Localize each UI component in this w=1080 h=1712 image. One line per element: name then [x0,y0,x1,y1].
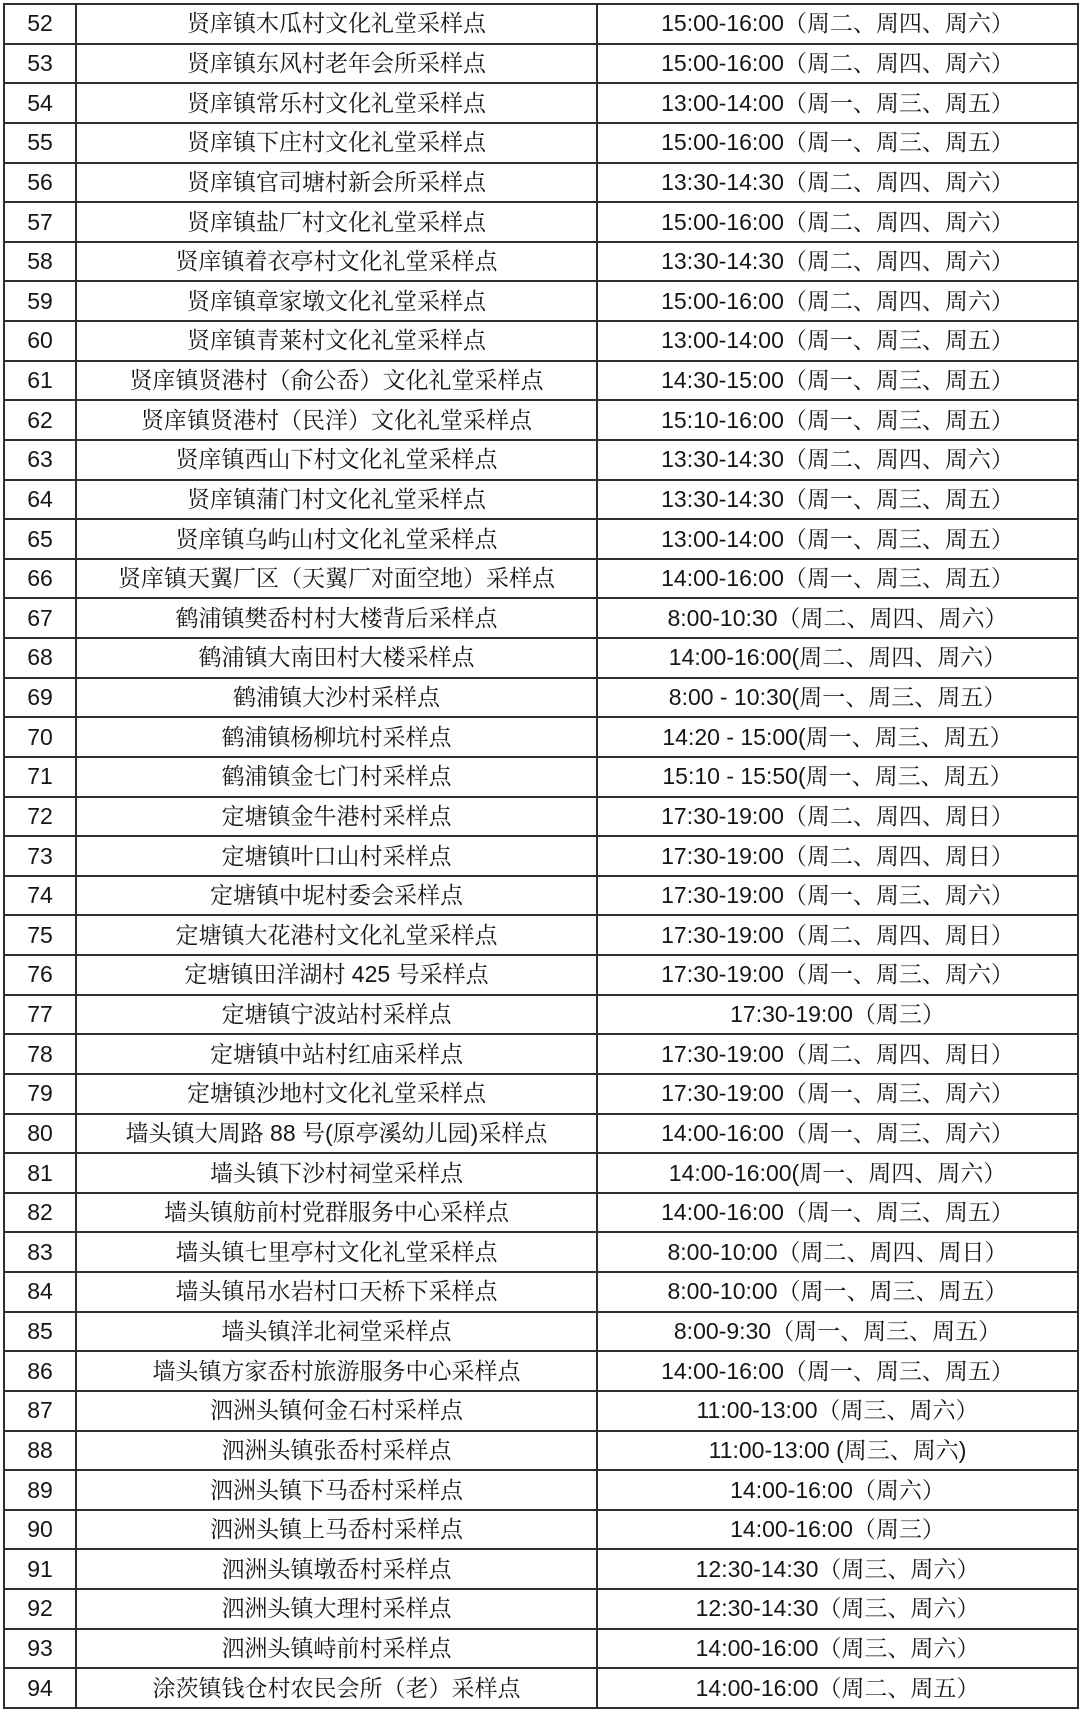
site-name-cell: 贤庠镇贤港村（俞公岙）文化礼堂采样点 [76,361,597,401]
time-schedule-cell: 14:00-16:00（周六） [597,1470,1078,1510]
time-schedule-cell: 17:30-19:00（周一、周三、周六） [597,876,1078,916]
table-row [4,1312,1078,1352]
table-row [4,1153,1078,1193]
time-schedule-cell: 17:30-19:00（周二、周四、周日） [597,915,1078,955]
table-row [4,1510,1078,1550]
table-row [4,559,1078,599]
site-name-cell: 贤庠镇蒲门村文化礼堂采样点 [76,480,597,520]
site-name-cell: 贤庠镇章家墩文化礼堂采样点 [76,281,597,321]
row-number-cell: 56 [4,163,76,203]
table-row [4,1193,1078,1233]
time-schedule-cell: 8:00 - 10:30(周一、周三、周五） [597,678,1078,718]
table-row [4,281,1078,321]
row-number-cell: 76 [4,955,76,995]
time-schedule-cell: 14:00-16:00(周一、周四、周六） [597,1153,1078,1193]
time-schedule-cell: 17:30-19:00（周二、周四、周日） [597,797,1078,837]
table-row [4,123,1078,163]
row-number-cell: 54 [4,83,76,123]
site-name-cell: 鹤浦镇大南田村大楼采样点 [76,638,597,678]
site-name-cell: 定塘镇宁波站村采样点 [76,995,597,1035]
site-name-cell: 鹤浦镇大沙村采样点 [76,678,597,718]
table-row [4,440,1078,480]
time-schedule-cell: 13:00-14:00（周一、周三、周五） [597,321,1078,361]
site-name-cell: 泗洲头镇张岙村采样点 [76,1431,597,1471]
table-row [4,1114,1078,1154]
site-name-cell: 墙头镇下沙村祠堂采样点 [76,1153,597,1193]
row-number-cell: 90 [4,1510,76,1550]
row-number-cell: 85 [4,1312,76,1352]
site-name-cell: 定塘镇叶口山村采样点 [76,836,597,876]
time-schedule-cell: 13:30-14:30（周二、周四、周六） [597,440,1078,480]
table-row [4,1431,1078,1471]
time-schedule-cell: 8:00-10:00（周一、周三、周五） [597,1272,1078,1312]
row-number-cell: 88 [4,1431,76,1471]
time-schedule-cell: 14:00-16:00（周一、周三、周五） [597,1351,1078,1391]
table-row [4,1549,1078,1589]
time-schedule-cell: 14:20 - 15:00(周一、周三、周五） [597,717,1078,757]
row-number-cell: 78 [4,1034,76,1074]
site-name-cell: 墙头镇大周路 88 号(原亭溪幼儿园)采样点 [76,1114,597,1154]
table-row [4,519,1078,559]
site-name-cell: 贤庠镇乌屿山村文化礼堂采样点 [76,519,597,559]
row-number-cell: 73 [4,836,76,876]
row-number-cell: 66 [4,559,76,599]
row-number-cell: 77 [4,995,76,1035]
table-row [4,1034,1078,1074]
row-number-cell: 68 [4,638,76,678]
row-number-cell: 81 [4,1153,76,1193]
site-name-cell: 贤庠镇天翼厂区（天翼厂对面空地）采样点 [76,559,597,599]
table-row [4,1272,1078,1312]
time-schedule-cell: 13:00-14:00（周一、周三、周五） [597,83,1078,123]
time-schedule-cell: 15:10 - 15:50(周一、周三、周五） [597,757,1078,797]
row-number-cell: 83 [4,1232,76,1272]
row-number-cell: 89 [4,1470,76,1510]
row-number-cell: 71 [4,757,76,797]
time-schedule-cell: 14:00-16:00（周三） [597,1510,1078,1550]
table-row [4,915,1078,955]
time-schedule-cell: 14:00-16:00（周一、周三、周五） [597,1193,1078,1233]
time-schedule-cell: 15:00-16:00（周二、周四、周六） [597,281,1078,321]
site-name-cell: 墙头镇洋北祠堂采样点 [76,1312,597,1352]
site-name-cell: 墙头镇七里亭村文化礼堂采样点 [76,1232,597,1272]
table-row [4,1232,1078,1272]
site-name-cell: 贤庠镇盐厂村文化礼堂采样点 [76,202,597,242]
row-number-cell: 80 [4,1114,76,1154]
time-schedule-cell: 17:30-19:00（周二、周四、周日） [597,836,1078,876]
row-number-cell: 64 [4,480,76,520]
time-schedule-cell: 14:30-15:00（周一、周三、周五） [597,361,1078,401]
table-row [4,361,1078,401]
row-number-cell: 79 [4,1074,76,1114]
site-name-cell: 泗洲头镇上马岙村采样点 [76,1510,597,1550]
time-schedule-cell: 13:00-14:00（周一、周三、周五） [597,519,1078,559]
time-schedule-cell: 8:00-9:30（周一、周三、周五） [597,1312,1078,1352]
sampling-points-table-body [4,4,1078,1708]
table-row [4,83,1078,123]
time-schedule-cell: 13:30-14:30（周二、周四、周六） [597,163,1078,203]
site-name-cell: 定塘镇大花港村文化礼堂采样点 [76,915,597,955]
table-row [4,480,1078,520]
time-schedule-cell: 14:00-16:00（周一、周三、周六） [597,1114,1078,1154]
table-row [4,757,1078,797]
site-name-cell: 贤庠镇常乐村文化礼堂采样点 [76,83,597,123]
row-number-cell: 93 [4,1629,76,1669]
row-number-cell: 52 [4,4,76,44]
site-name-cell: 贤庠镇青莱村文化礼堂采样点 [76,321,597,361]
time-schedule-cell: 14:00-16:00(周二、周四、周六） [597,638,1078,678]
row-number-cell: 86 [4,1351,76,1391]
table-row [4,321,1078,361]
time-schedule-cell: 15:00-16:00（周二、周四、周六） [597,202,1078,242]
table-row [4,797,1078,837]
row-number-cell: 60 [4,321,76,361]
table-row [4,1629,1078,1669]
row-number-cell: 59 [4,281,76,321]
table-row [4,400,1078,440]
time-schedule-cell: 11:00-13:00（周三、周六） [597,1391,1078,1431]
site-name-cell: 贤庠镇着衣亭村文化礼堂采样点 [76,242,597,282]
site-name-cell: 贤庠镇官司塘村新会所采样点 [76,163,597,203]
time-schedule-cell: 17:30-19:00（周三） [597,995,1078,1035]
row-number-cell: 87 [4,1391,76,1431]
table-row [4,242,1078,282]
row-number-cell: 91 [4,1549,76,1589]
site-name-cell: 墙头镇吊水岩村口天桥下采样点 [76,1272,597,1312]
table-row [4,4,1078,44]
table-row [4,678,1078,718]
time-schedule-cell: 15:00-16:00（周一、周三、周五） [597,123,1078,163]
time-schedule-cell: 14:00-16:00（周一、周三、周五） [597,559,1078,599]
row-number-cell: 82 [4,1193,76,1233]
table-row [4,1074,1078,1114]
row-number-cell: 55 [4,123,76,163]
site-name-cell: 贤庠镇西山下村文化礼堂采样点 [76,440,597,480]
time-schedule-cell: 14:00-16:00（周二、周五） [597,1668,1078,1708]
time-schedule-cell: 14:00-16:00（周三、周六） [597,1629,1078,1669]
site-name-cell: 泗洲头镇何金石村采样点 [76,1391,597,1431]
site-name-cell: 墙头镇舫前村党群服务中心采样点 [76,1193,597,1233]
table-row [4,1470,1078,1510]
table-row [4,638,1078,678]
time-schedule-cell: 15:00-16:00（周二、周四、周六） [597,4,1078,44]
table-row [4,1351,1078,1391]
row-number-cell: 74 [4,876,76,916]
row-number-cell: 61 [4,361,76,401]
table-row [4,44,1078,84]
table-row [4,955,1078,995]
row-number-cell: 58 [4,242,76,282]
time-schedule-cell: 13:30-14:30（周二、周四、周六） [597,242,1078,282]
site-name-cell: 定塘镇沙地村文化礼堂采样点 [76,1074,597,1114]
table-row [4,995,1078,1035]
time-schedule-cell: 13:30-14:30（周一、周三、周五） [597,480,1078,520]
site-name-cell: 贤庠镇贤港村（民洋）文化礼堂采样点 [76,400,597,440]
time-schedule-cell: 8:00-10:00（周二、周四、周日） [597,1232,1078,1272]
site-name-cell: 定塘镇金牛港村采样点 [76,797,597,837]
site-name-cell: 泗洲头镇下马岙村采样点 [76,1470,597,1510]
table-row [4,163,1078,203]
time-schedule-cell: 12:30-14:30（周三、周六） [597,1589,1078,1629]
site-name-cell: 定塘镇中站村红庙采样点 [76,1034,597,1074]
site-name-cell: 鹤浦镇樊岙村村大楼背后采样点 [76,598,597,638]
table-row [4,836,1078,876]
time-schedule-cell: 17:30-19:00（周一、周三、周六） [597,955,1078,995]
row-number-cell: 72 [4,797,76,837]
site-name-cell: 泗洲头镇大理村采样点 [76,1589,597,1629]
site-name-cell: 鹤浦镇杨柳坑村采样点 [76,717,597,757]
site-name-cell: 定塘镇中坭村委会采样点 [76,876,597,916]
site-name-cell: 贤庠镇东风村老年会所采样点 [76,44,597,84]
site-name-cell: 贤庠镇木瓜村文化礼堂采样点 [76,4,597,44]
sampling-points-table [3,3,1079,1709]
site-name-cell: 贤庠镇下庄村文化礼堂采样点 [76,123,597,163]
time-schedule-cell: 15:00-16:00（周二、周四、周六） [597,44,1078,84]
table-row [4,1668,1078,1708]
time-schedule-cell: 11:00-13:00 (周三、周六) [597,1431,1078,1471]
table-row [4,598,1078,638]
row-number-cell: 67 [4,598,76,638]
row-number-cell: 70 [4,717,76,757]
row-number-cell: 84 [4,1272,76,1312]
site-name-cell: 泗洲头镇墩岙村采样点 [76,1549,597,1589]
time-schedule-cell: 17:30-19:00（周一、周三、周六） [597,1074,1078,1114]
time-schedule-cell: 8:00-10:30（周二、周四、周六） [597,598,1078,638]
table-row [4,1589,1078,1629]
row-number-cell: 65 [4,519,76,559]
row-number-cell: 57 [4,202,76,242]
row-number-cell: 62 [4,400,76,440]
site-name-cell: 泗洲头镇峙前村采样点 [76,1629,597,1669]
site-name-cell: 涂茨镇钱仓村农民会所（老）采样点 [76,1668,597,1708]
time-schedule-cell: 15:10-16:00（周一、周三、周五） [597,400,1078,440]
row-number-cell: 69 [4,678,76,718]
table-row [4,717,1078,757]
table-row [4,1391,1078,1431]
time-schedule-cell: 12:30-14:30（周三、周六） [597,1549,1078,1589]
row-number-cell: 92 [4,1589,76,1629]
time-schedule-cell: 17:30-19:00（周二、周四、周日） [597,1034,1078,1074]
site-name-cell: 墙头镇方家岙村旅游服务中心采样点 [76,1351,597,1391]
site-name-cell: 定塘镇田洋湖村 425 号采样点 [76,955,597,995]
row-number-cell: 53 [4,44,76,84]
site-name-cell: 鹤浦镇金七门村采样点 [76,757,597,797]
row-number-cell: 94 [4,1668,76,1708]
table-row [4,876,1078,916]
row-number-cell: 63 [4,440,76,480]
row-number-cell: 75 [4,915,76,955]
table-row [4,202,1078,242]
